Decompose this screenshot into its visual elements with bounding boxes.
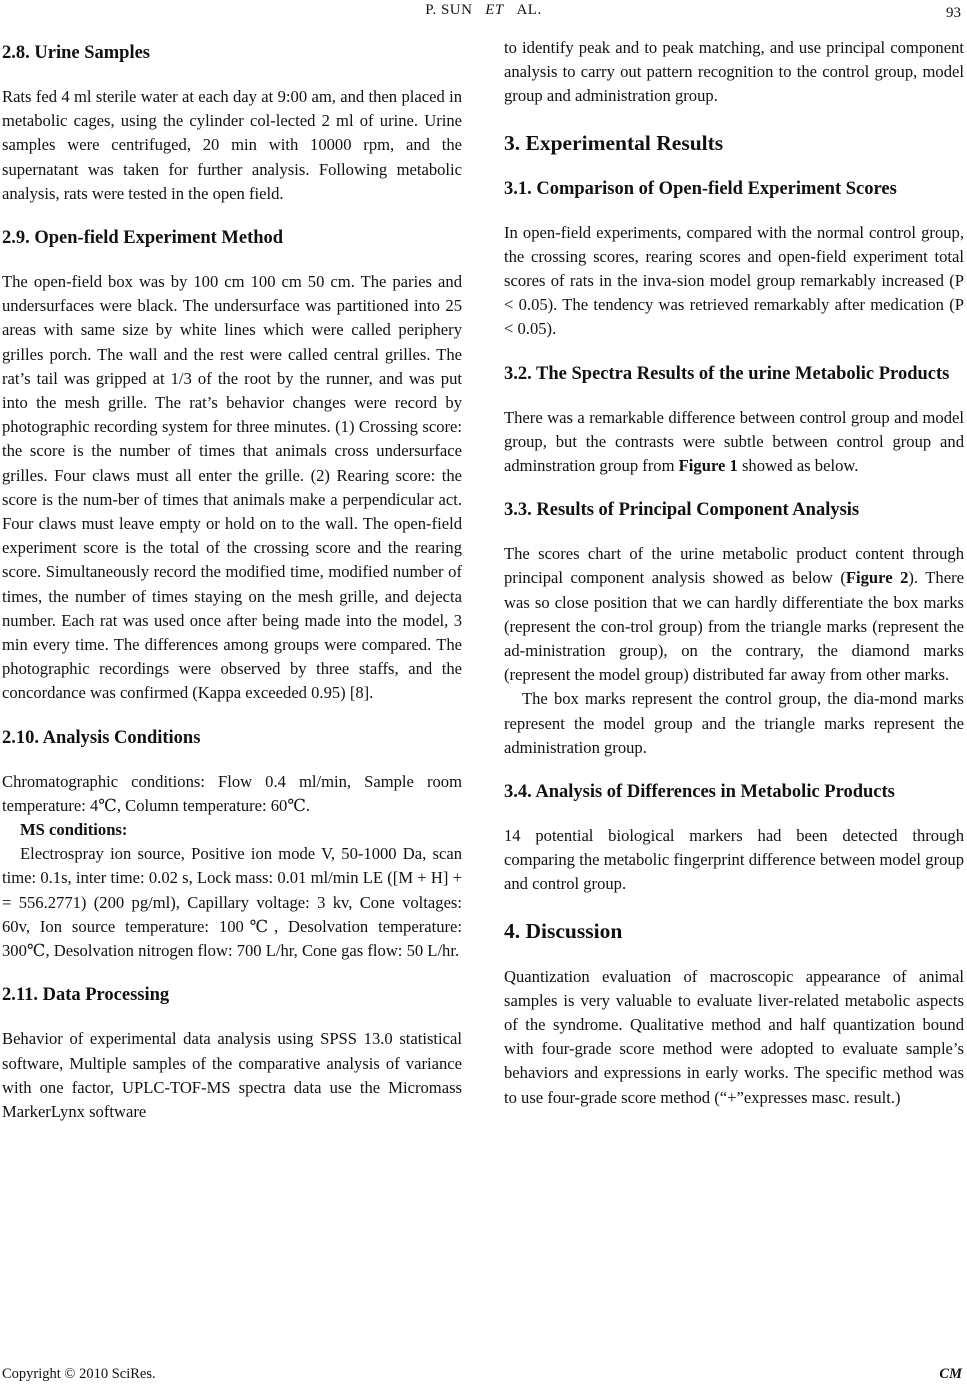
section-3-3-paragraph-1: The scores chart of the urine metabolic product content through principal component analysis showed as below (Figure 2). There was so close position that we can hardly differentiate the box marks (represent the con-trol group) from the triangle marks (represent the ad-ministration group), on the contrary, the diamond marks (represent the model group) distributed far away from other marks. <box>504 544 964 685</box>
section-4-title: 4. Discussion <box>504 918 623 943</box>
section-4-paragraph: Quantization evaluation of macroscopic appearance of animal samples is very valuable to evaluate liver-related metabolic aspects of the syndrome. Qualitative method and half quantization bound with four-grade score method were adopted to evaluate sample’s behaviors and expressions in early works. The specific method was to use four-grade score method (“+”expresses masc. result.) <box>504 966 964 1107</box>
section-2-9-title: 2.9. Open-field Experiment Method <box>2 228 284 249</box>
section-3-3-title: 3.3. Results of Principal Component Analysis <box>504 500 860 521</box>
running-header <box>0 2 967 24</box>
section-2-8-title: 2.8. Urine Samples <box>2 43 150 63</box>
section-3-1-title: 3.1. Comparison of Open-field Experiment Scores <box>504 178 897 199</box>
ms-conditions-label: MS conditions: <box>20 820 128 840</box>
section-2-8-paragraph: Rats fed 4 ml sterile water at each day at 9:00 am, and then placed in metabolic cages, using the cylinder col-lected 2 ml of urine. Urine samples were centrifuged, 20 min with 10000 rpm, and the supernatant was taken for further analysis. Following metabolic analysis, rats were tested in the open field. <box>2 87 462 203</box>
section-3-2-paragraph: There was a remarkable difference between control group and model group, but the contrasts were subtle between control group and adminstration group from Figure 1 showed as below. <box>504 407 964 476</box>
page-number: 93 <box>946 5 961 21</box>
section-3-4-paragraph: 14 potential biological markers had been detected through comparing the metabolic fingerprint difference between model group and control group. <box>504 826 964 894</box>
section-2-11-title: 2.11. Data Processing <box>2 985 170 1006</box>
section-3-2-title: 3.2. The Spectra Results of the urine Metabolic Products <box>504 363 950 384</box>
section-3-3-paragraph-2: The box marks represent the control group, the dia-mond marks represent the model group and the triangle marks represent the administration group. <box>504 689 964 757</box>
section-2-10-paragraph-1: Chromatographic conditions: Flow 0.4 ml/min, Sample room temperature: 4℃, Column temperature: 60℃. <box>2 771 462 815</box>
left-column <box>2 36 462 1124</box>
continued-paragraph: to identify peak and to peak matching, and use principal component analysis to carry out pattern recognition to the control group, model group and administration group. <box>504 38 964 106</box>
header-author-main: P. SUN <box>425 2 473 18</box>
figure-2-reference: Figure 2 <box>845 568 909 588</box>
copyright-notice: Copyright © 2010 SciRes. <box>2 1366 156 1382</box>
journal-abbreviation: CM <box>939 1366 962 1382</box>
section-3-1-paragraph: In open-field experiments, compared with the normal control group, the crossing scores, rearing scores and open-field experiment total scores of rats in the inva-sion model group remarkably increased (P < 0.05). The tendency was retrieved remarkably after medication (P < 0.05). <box>504 222 964 339</box>
header-authors <box>0 2 967 19</box>
figure-1-reference: Figure 1 <box>678 456 738 476</box>
right-column <box>504 36 964 1110</box>
section-2-9-paragraph: The open-field box was by 100 cm 100 cm 50 cm. The paries and undersurfaces were black. The undersurface was partitioned into 25 areas with same size by white lines which were called periphery grilles porch. The wall and the rest were called central grilles. The rat’s tail was gripped at 1/3 of the root by the runner, and was put into the mesh grille. The rat’s behavior changes were record by photographic recording system for three minutes. (1) Crossing score: the score is the number of times that animals cross undersurface grilles. Four claws must all enter the grille. (2) Rearing score: the score is the num-ber of times that animals make a perpendicular act. Four claws must leave empty or hold on to the wall. The open-field experiment score is the total of the crossing score and the rearing score. Simultaneously record the modified time, modified number of times, the number of times staying on the mesh grille, and dejecta number. Each rat was used once after being made into the model, 3 min every time. The differences among groups were compared. The photographic recordings were observed by three staffs, and the concordance was confirmed (Kappa exceeded 0.95) [8]. <box>2 272 462 703</box>
section-3-4-title: 3.4. Analysis of Differences in Metabolic Products <box>504 782 895 803</box>
header-author-al: AL. <box>516 2 542 18</box>
section-2-10-title: 2.10. Analysis Conditions <box>2 727 201 748</box>
section-3-title: 3. Experimental Results <box>504 130 724 155</box>
section-2-11-paragraph: Behavior of experimental data analysis using SPSS 13.0 statistical software, Multiple samples of the comparative analysis of variance with one factor, UPLC-TOF-MS spectra data use the Micromass MarkerLynx software <box>2 1029 462 1121</box>
section-2-10-paragraph-2: Electrospray ion source, Positive ion mode V, 50-1000 Da, scan time: 0.1s, inter time: 0.02 s, Lock mass: 0.01 ml/min LE ([M + H] + = 556.2771) (200 pg/ml), Capillary voltage: 3 kv, Cone voltages: 60v, Ion source temperature: 100℃, Desolvation temperature: 300℃, Desolvation nitrogen flow: 700 L/hr, Cone gas flow: 50 L/hr. <box>2 844 462 961</box>
header-author-et: ET <box>485 2 504 18</box>
